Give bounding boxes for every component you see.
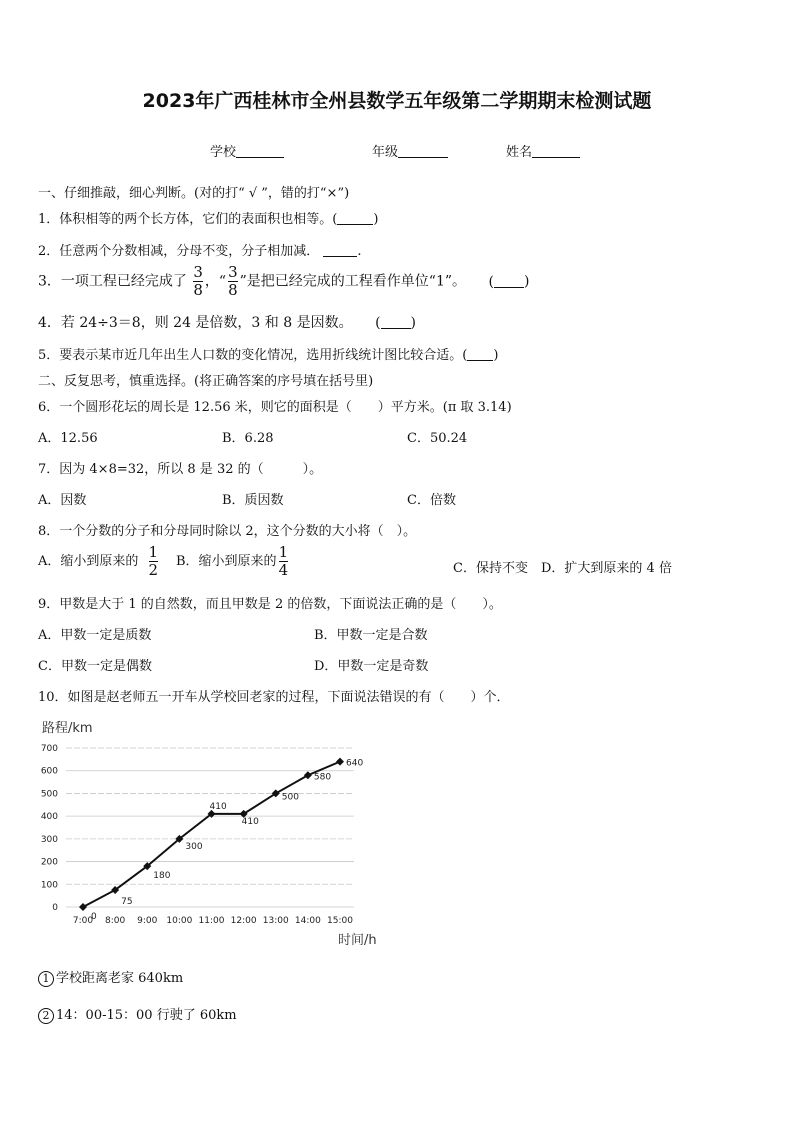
x-tick-label: 11:00 [198, 916, 225, 926]
question-1-end: ) [373, 212, 379, 227]
data-point [304, 771, 312, 779]
option-6c[interactable]: C．50.24 [407, 431, 468, 446]
name-field [506, 141, 580, 160]
data-point [336, 758, 344, 766]
question-2-end: . [357, 244, 362, 259]
circled-number-1: 1 [38, 971, 54, 987]
question-4: 4．若 24÷3＝8，则 24 是倍数，3 和 8 是因数。 ( ) [38, 315, 416, 331]
y-tick-label: 700 [40, 744, 58, 754]
answer-blank-4[interactable] [381, 316, 411, 329]
question-3: 3．一项工程已经完成了 $\frac{3}{8}$ ，“ $\frac{3}{8}$ ”是把已经完成的工程看作单位“1”。 ( ) [38, 263, 530, 299]
x-tick-label: 8:00 [105, 916, 126, 926]
question-3-text-b: ，“ [204, 273, 227, 290]
y-tick-label: 600 [40, 766, 58, 777]
answer-blank-1[interactable] [337, 212, 373, 225]
question-1 [38, 208, 378, 227]
y-tick-label: 300 [40, 834, 58, 845]
fraction-1-4: $\frac{1}{4}$ [278, 543, 289, 579]
option-7b[interactable]: B．质因数 [222, 493, 284, 508]
answer-blank-3[interactable] [494, 275, 524, 288]
data-label: 410 [241, 816, 259, 827]
answer-blank-5[interactable] [467, 348, 493, 361]
question-7: 7．因为 4×8=32，所以 8 是 32 的（ ）。 [38, 462, 323, 477]
y-tick-label: 500 [40, 789, 58, 800]
option-8a[interactable]: A．缩小到原来的 $\frac{1}{2}$ [38, 543, 159, 579]
data-label: 410 [209, 801, 227, 812]
x-tick-label: 14:00 [294, 916, 321, 926]
option-6a[interactable]: A．12.56 [38, 431, 98, 446]
distance-time-line-chart [30, 712, 390, 952]
x-tick-label: 12:00 [230, 916, 257, 926]
question-3-text-c: ”是把已经完成的工程看作单位“1”。 [239, 273, 467, 290]
option-8c[interactable]: C．保持不变 [453, 561, 528, 576]
grade-field [372, 141, 448, 160]
question-6: 6．一个圆形花坛的周长是 12.56 米，则它的面积是（ ）平方米。(π 取 3.14) [38, 400, 512, 415]
grade-label: 年级 [372, 145, 399, 160]
page-title: 2023年广西桂林市全州县数学五年级第二学期期末检测试题 [142, 90, 652, 112]
option-7c[interactable]: C．倍数 [407, 493, 456, 508]
option-8b[interactable]: B．缩小到原来的 $\frac{1}{4}$ [176, 543, 289, 579]
option-9b[interactable]: B．甲数一定是合数 [314, 628, 428, 643]
name-blank[interactable] [532, 145, 580, 158]
x-tick-label: 10:00 [166, 916, 193, 926]
option-7a[interactable]: A．因数 [38, 493, 87, 508]
answer-blank-2[interactable] [323, 244, 357, 257]
data-label: 180 [153, 871, 171, 882]
circled-number-2: 2 [38, 1008, 54, 1024]
option-9a[interactable]: A．甲数一定是质数 [38, 628, 152, 643]
x-tick-label: 7:00 [72, 916, 94, 926]
section1-heading: 一、仔细推敲，细心判断。(对的打“ √ ”，错的打“×”) [38, 186, 350, 201]
y-axis-label: 路程/km [42, 721, 93, 736]
question-10: 10．如图是赵老师五一开车从学校回老家的过程，下面说法错误的有（ ）个． [38, 690, 510, 705]
question-1-text: 1．体积相等的两个长方体，它们的表面积也相等。( [38, 212, 338, 227]
question-4-text: 4．若 24÷3＝8，则 24 是倍数，3 和 8 是因数。 [38, 315, 353, 331]
data-label: 640 [346, 758, 364, 769]
school-blank[interactable] [236, 145, 284, 158]
data-label: 75 [121, 896, 133, 907]
statement-2: 2 14：00-15：00 行驶了 60km [38, 1004, 237, 1024]
data-label: 0 [91, 912, 97, 922]
grade-blank[interactable] [398, 145, 448, 158]
x-tick-label: 9:00 [137, 916, 158, 926]
data-point [79, 903, 87, 911]
x-tick-label: 13:00 [262, 916, 289, 926]
y-tick-label: 0 [52, 903, 58, 913]
name-label: 姓名 [506, 145, 533, 160]
y-tick-label: 200 [40, 857, 58, 868]
statement-1: 1 学校距离老家 640km [38, 967, 183, 987]
data-label: 500 [281, 792, 299, 803]
y-tick-label: 400 [40, 812, 58, 823]
question-9: 9．甲数是大于 1 的自然数，而且甲数是 2 的倍数，下面说法正确的是（ ）。 [38, 597, 502, 612]
section2-heading: 二、反复思考，慎重选择。(将正确答案的序号填在括号里) [38, 374, 374, 389]
school-label: 学校 [210, 145, 237, 160]
question-2-text: 2．任意两个分数相减，分母不变，分子相加减． [38, 244, 320, 259]
fraction-1-2: $\frac{1}{2}$ [148, 543, 159, 579]
series-line [83, 762, 340, 907]
data-label: 300 [185, 841, 203, 852]
question-8: 8．一个分数的分子和分母同时除以 2，这个分数的大小将（ ）。 [38, 524, 417, 539]
question-2 [38, 240, 362, 259]
option-9d[interactable]: D．甲数一定是奇数 [314, 659, 429, 674]
school-field [210, 141, 284, 160]
option-6b[interactable]: B．6.28 [222, 431, 274, 446]
question-5-text: 5．要表示某市近几年出生人口数的变化情况，选用折线统计图比较合适。( [38, 348, 468, 363]
x-axis-label: 时间/h [338, 933, 377, 948]
fraction-3-8-quoted: $\frac{3}{8}$ [228, 263, 238, 299]
question-3-text-a: 3．一项工程已经完成了 [38, 273, 187, 290]
y-tick-label: 100 [40, 880, 58, 891]
data-label: 580 [313, 772, 332, 783]
option-9c[interactable]: C．甲数一定是偶数 [38, 659, 152, 674]
question-5: 5．要表示某市近几年出生人口数的变化情况，选用折线统计图比较合适。( ) [38, 348, 499, 363]
option-8d[interactable]: D．扩大到原来的 4 倍 [541, 561, 672, 576]
x-tick-label: 15:00 [327, 916, 353, 926]
fraction-3-8: $\frac{3}{8}$ [193, 263, 203, 299]
